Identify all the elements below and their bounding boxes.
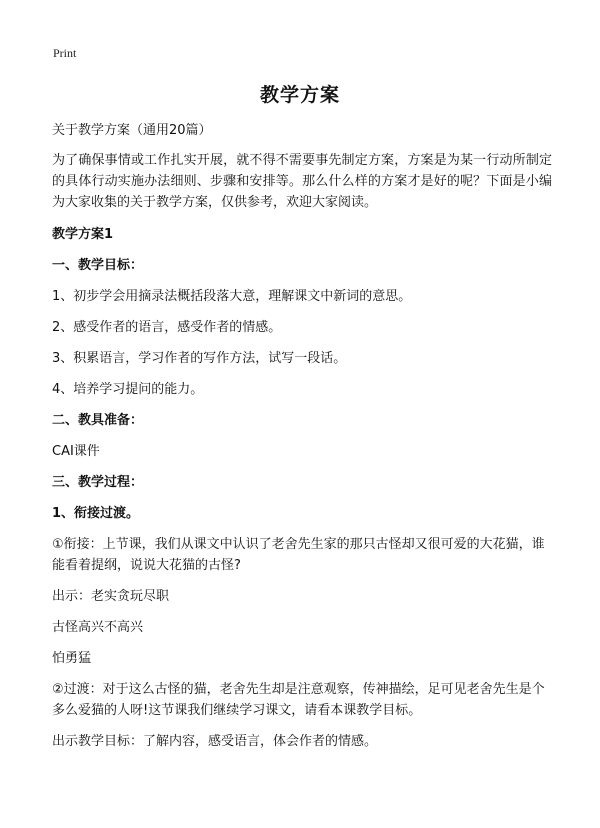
document-body xyxy=(52,120,552,762)
document-subtitle: 关于教学方案（通用20篇） xyxy=(52,123,212,138)
prep-heading: 二、教具准备： xyxy=(52,413,144,428)
transition-paragraph: ②过渡：对于这么古怪的猫，老舍先生却是注意观察，传神描绘，足可见老舍先生是个多么爱猫的人呀!这节课我们继续学习课文，请看本课教学目标。 xyxy=(52,682,545,718)
document-title: 教学方案 xyxy=(259,84,340,106)
outline-line-a: 古怪高兴不高兴 xyxy=(52,620,144,635)
prep-text: CAI课件 xyxy=(52,444,100,459)
goal-item: 3、积累语言，学习作者的写作方法，试写一段话。 xyxy=(52,351,347,366)
goal-item: 1、初步学会用摘录法概括段落大意，理解课文中新词的意思。 xyxy=(52,289,412,304)
step1-heading: 1、衔接过渡。 xyxy=(52,506,140,521)
step1-paragraph: ①衔接：上节课，我们从课文中认识了老舍先生家的那只古怪却又很可爱的大花猫，谁能看着提纲，说说大花猫的古怪? xyxy=(52,537,545,573)
section-title: 教学方案1 xyxy=(52,227,114,242)
goal-item: 2、感受作者的语言，感受作者的情感。 xyxy=(52,320,282,335)
intro-paragraph: 为了确保事情或工作扎实开展，就不得不需要事先制定方案，方案是为某一行动所制定的具体行动实施办法细则、步骤和安排等。那么什么样的方案才是好的呢？下面是小编为大家收集的关于教学方案，仅供参考，欢迎大家阅读。 xyxy=(52,153,552,210)
goal-item: 4、培养学习提问的能力。 xyxy=(52,382,204,397)
print-label[interactable]: Print xyxy=(53,46,77,60)
show-goals-line: 出示教学目标：了解内容，感受语言，体会作者的情感。 xyxy=(52,734,378,749)
outline-line-b: 怕勇猛 xyxy=(52,651,92,666)
process-heading: 三、教学过程： xyxy=(52,475,144,490)
goals-heading: 一、教学目标： xyxy=(52,258,144,273)
show-line: 出示：老实贪玩尽职 xyxy=(52,589,170,604)
